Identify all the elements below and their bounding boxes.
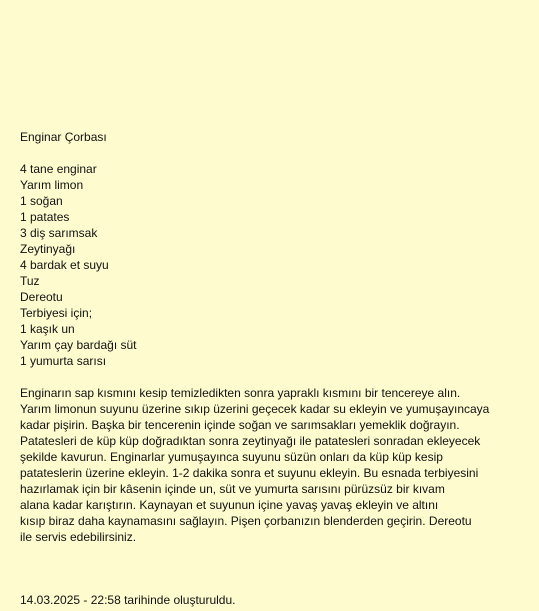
ingredient-item: 1 kaşık un <box>20 322 75 336</box>
instruction-line: Enginarın sap kısmını kesip temizledikten sonra yapraklı kısmını bir tencereye alın. <box>20 386 461 400</box>
ingredient-item: 1 patates <box>20 210 70 224</box>
ingredient-item: Yarım limon <box>20 178 84 192</box>
instruction-line: kadar pişirin. Başka bir tencerenin içinde soğan ve sarımsakları yemeklik doğrayın. <box>20 418 460 432</box>
ingredient-item: 4 bardak et suyu <box>20 258 109 272</box>
instruction-line: şekilde kavurun. Enginarlar yumuşayınca suyunu süzün onları da küp küp kesip <box>20 450 443 464</box>
ingredient-item: Dereotu <box>20 290 63 304</box>
recipe-note <box>20 129 520 545</box>
instruction-line: alana kadar karıştırın. Kaynayan et suyunun içine yavaş yavaş ekleyin ve altını <box>20 498 439 512</box>
recipe-title: Enginar Çorbası <box>20 130 107 144</box>
ingredient-item: 3 diş sarımsak <box>20 226 98 240</box>
ingredient-item: Zeytinyağı <box>20 242 76 256</box>
instructions-paragraph <box>20 385 520 545</box>
ingredient-item: 1 soğan <box>20 194 63 208</box>
instruction-line: Yarım limonun suyunu üzerine sıkıp üzerini geçecek kadar su ekleyin ve yumuşayıncaya <box>20 402 490 416</box>
instruction-line: ile servis edebilirsiniz. <box>20 530 137 544</box>
ingredient-item: 4 tane enginar <box>20 162 97 176</box>
instruction-line: hazırlamak için bir kâsenin içinde un, süt ve yumurta sarısını pürüzsüz bir kıvam <box>20 482 445 496</box>
ingredient-item: Terbiyesi için; <box>20 306 93 320</box>
ingredient-item: Yarım çay bardağı süt <box>20 338 137 352</box>
ingredient-list <box>20 161 520 369</box>
instruction-line: patateslerin üzerine ekleyin. 1-2 dakika sonra et suyunu ekleyin. Bu esnada terbiyesini <box>20 466 479 480</box>
instruction-line: Patatesleri de küp küp doğradıktan sonra zeytinyağı ile patatesleri sonradan ekleyecek <box>20 434 481 448</box>
ingredient-item: 1 yumurta sarısı <box>20 354 107 368</box>
ingredient-item: Tuz <box>20 274 40 288</box>
created-timestamp: 14.03.2025 - 22:58 tarihinde oluşturuldu. <box>20 593 236 607</box>
instruction-line: kısıp biraz daha kaynamasını sağlayın. Pişen çorbanızın blenderden geçirin. Dereotu <box>20 514 472 528</box>
